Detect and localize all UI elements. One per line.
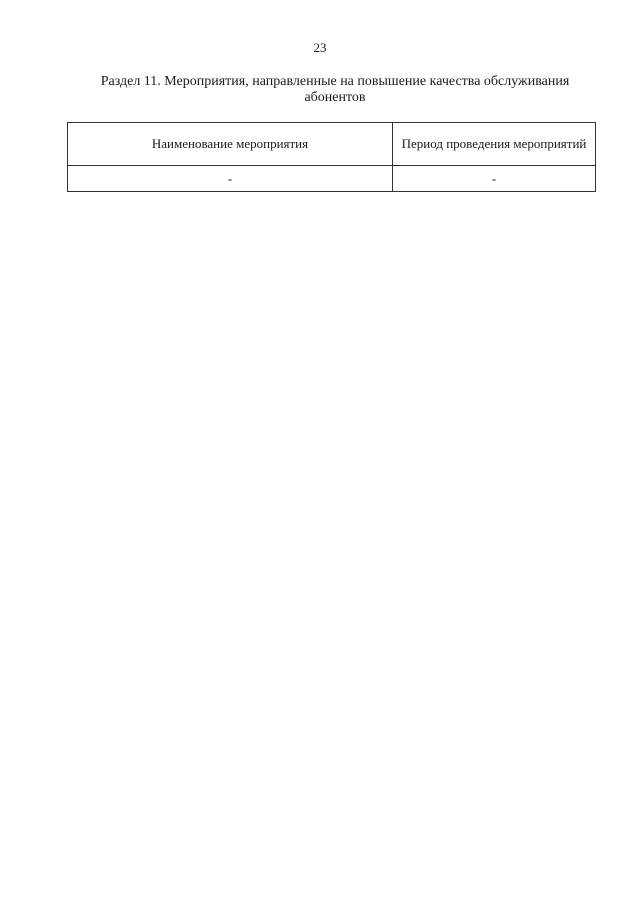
measures-table (67, 122, 596, 192)
column-header-measure-name: Наименование мероприятия (68, 123, 393, 166)
table-cell-period: - (393, 166, 596, 192)
column-header-period: Период проведения мероприятий (393, 123, 596, 166)
table-row (68, 166, 596, 192)
section-title: Раздел 11. Мероприятия, направленные на повышение качества обслуживания абонентов (100, 74, 570, 105)
page-number: 23 (313, 40, 327, 55)
table-header-row (68, 123, 596, 166)
table-cell-measure-name: - (68, 166, 393, 192)
